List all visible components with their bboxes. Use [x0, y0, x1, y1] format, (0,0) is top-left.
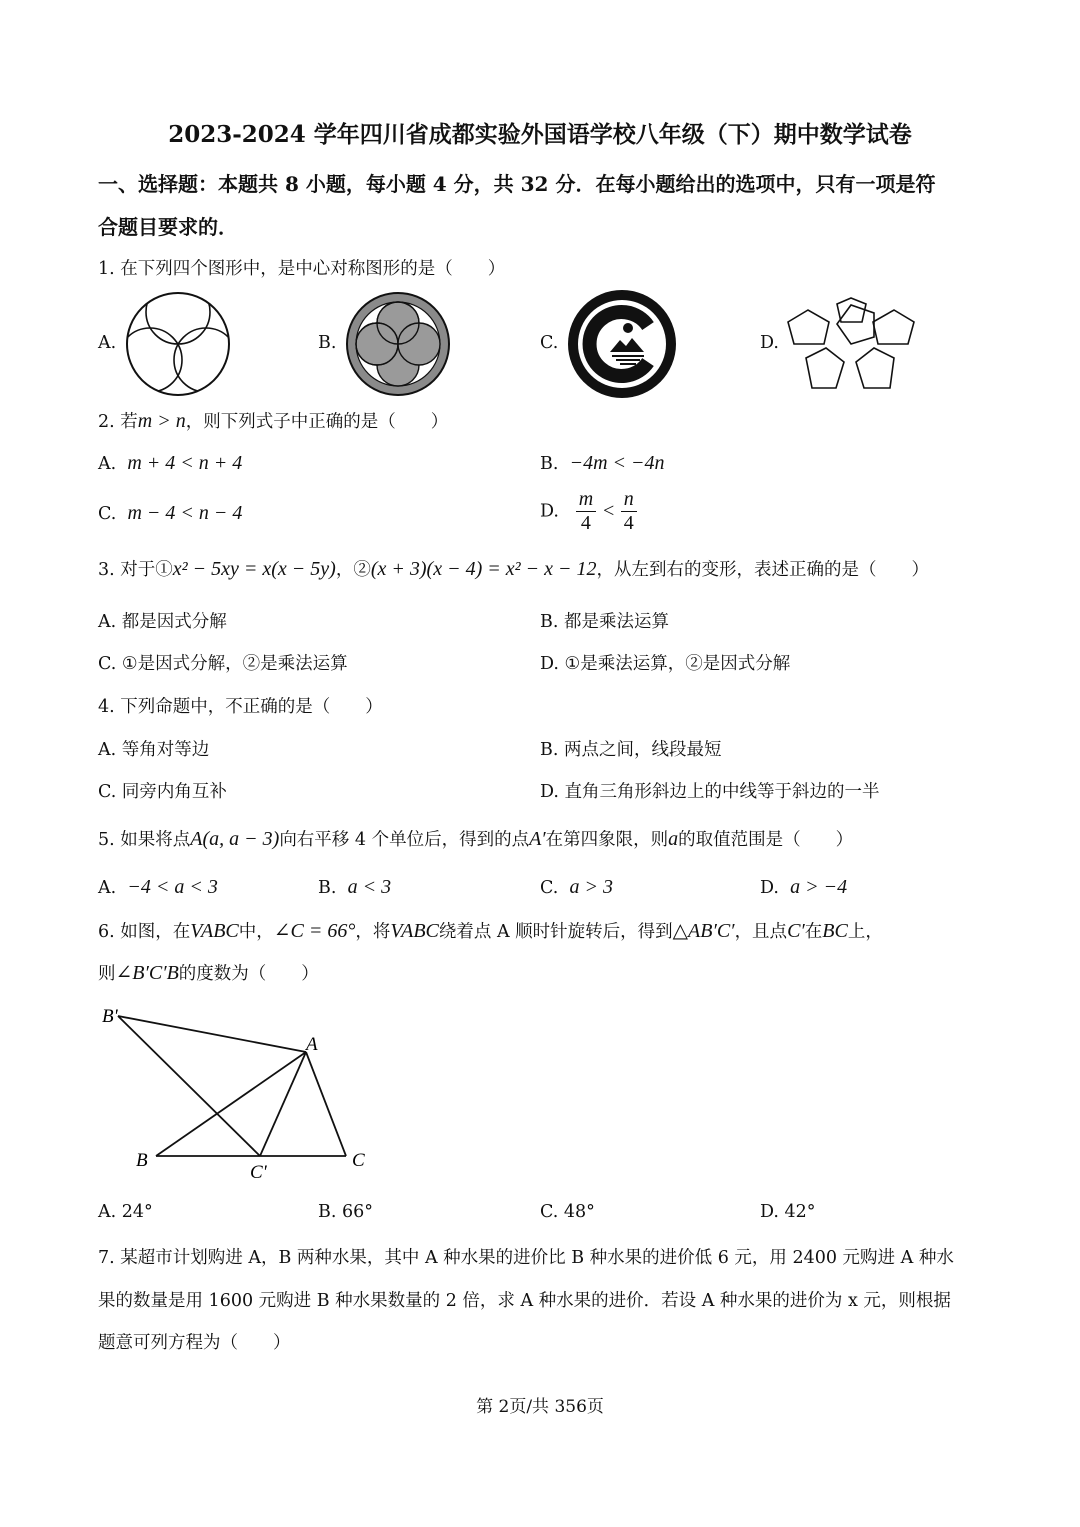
page-footer: 第 2页/共 356页	[476, 1397, 604, 1417]
q6-option-a[interactable]: A. 24°	[98, 1202, 153, 1222]
q7-stem-line3: 题意可列方程为（ ）	[98, 1333, 291, 1353]
q5-stem: 5. 如果将点A(a, a − 3)向右平移 4 个单位后，得到的点A′在第四象限，则a的取值范围是（ ）	[98, 828, 854, 850]
q2-stem-math: m > n	[137, 410, 186, 432]
c-logo-icon	[566, 288, 678, 400]
q2-stem: 2. 若m > n，则下列式子中正确的是（ ）	[98, 410, 449, 432]
label-a: A	[306, 1034, 318, 1055]
q1-label-c: C.	[540, 333, 559, 353]
pentagons-icon	[786, 288, 916, 400]
q3-stem: 3. 对于①x² − 5xy = x(x − 5y)，②(x + 3)(x − 4) = x² − x − 12，从左到右的变形，表述正确的是（ ）	[98, 558, 929, 580]
q6-option-d[interactable]: D. 42°	[760, 1202, 816, 1222]
section-heading-line1: 一、选择题：本题共 8 小题，每小题 4 分，共 32 分．在每小题给出的选项中，只有一项是符	[98, 172, 936, 196]
q2-option-b[interactable]: B. −4m < −4n	[540, 452, 665, 474]
q3-option-a[interactable]: A. 都是因式分解	[98, 612, 227, 632]
q6-option-c[interactable]: C. 48°	[540, 1202, 595, 1222]
q6-stem-line2: 则∠B′C′B的度数为（ ）	[98, 962, 319, 984]
q4-option-d[interactable]: D. 直角三角形斜边上的中线等于斜边的一半	[540, 782, 880, 802]
q3-option-c[interactable]: C. ①是因式分解，②是乘法运算	[98, 654, 348, 674]
page-title: 2023-2024 学年四川省成都实验外国语学校八年级（下）期中数学试卷	[168, 121, 912, 148]
q1-label-b: B.	[318, 333, 337, 353]
q4-option-c[interactable]: C. 同旁内角互补	[98, 782, 227, 802]
label-b: B	[136, 1150, 148, 1171]
q7-stem-line1: 7. 某超市计划购进 A，B 两种水果，其中 A 种水果的进价比 B 种水果的进价低 6 元，用 2400 元购进 A 种水	[98, 1248, 954, 1268]
q3-expr-1: x² − 5xy = x(x − 5y)	[172, 558, 336, 580]
q4-stem: 4. 下列命题中，不正确的是（ ）	[98, 697, 383, 717]
q2-option-a[interactable]: A. m + 4 < n + 4	[98, 452, 243, 474]
label-c: C	[352, 1150, 365, 1171]
q2-option-c[interactable]: C. m − 4 < n − 4	[98, 502, 243, 524]
q6-stem-line1: 6. 如图，在VABC中，∠C = 66°，将VABC绕着点 A 顺时针旋转后，得到△AB′C′，且点C′在BC上，	[98, 920, 883, 942]
label-b-prime: B'	[102, 1006, 118, 1027]
q5-option-b[interactable]: B. a < 3	[318, 876, 392, 898]
q1-stem: 1. 在下列四个图形中，是中心对称图形的是（ ）	[98, 259, 506, 279]
q2-option-d[interactable]: D. $\frac{m}{4}$ < $\frac{n}{4}$	[540, 488, 637, 535]
triangle-rotation-figure	[96, 1000, 386, 1190]
q4-option-b[interactable]: B. 两点之间，线段最短	[540, 740, 722, 760]
label-c-prime: C'	[250, 1162, 267, 1183]
three-petal-circle-icon	[124, 290, 232, 398]
q5-option-c[interactable]: C. a > 3	[540, 876, 613, 898]
q4-option-a[interactable]: A. 等角对等边	[98, 740, 210, 760]
section-heading-line2: 合题目要求的．	[98, 215, 238, 239]
q5-option-a[interactable]: A. −4 < a < 3	[98, 876, 218, 898]
q7-stem-line2: 果的数量是用 1600 元购进 B 种水果数量的 2 倍，求 A 种水果的进价．若设 A 种水果的进价为 x 元，则根据	[98, 1291, 951, 1311]
q3-expr-2: (x + 3)(x − 4) = x² − x − 12	[370, 558, 597, 580]
four-petal-circle-icon	[344, 290, 452, 398]
q1-label-a: A.	[98, 333, 117, 353]
q5-option-d[interactable]: D. a > −4	[760, 876, 848, 898]
q6-option-b[interactable]: B. 66°	[318, 1202, 374, 1222]
q3-option-b[interactable]: B. 都是乘法运算	[540, 612, 669, 632]
q3-option-d[interactable]: D. ①是乘法运算，②是因式分解	[540, 654, 791, 674]
q1-label-d: D.	[760, 333, 779, 353]
